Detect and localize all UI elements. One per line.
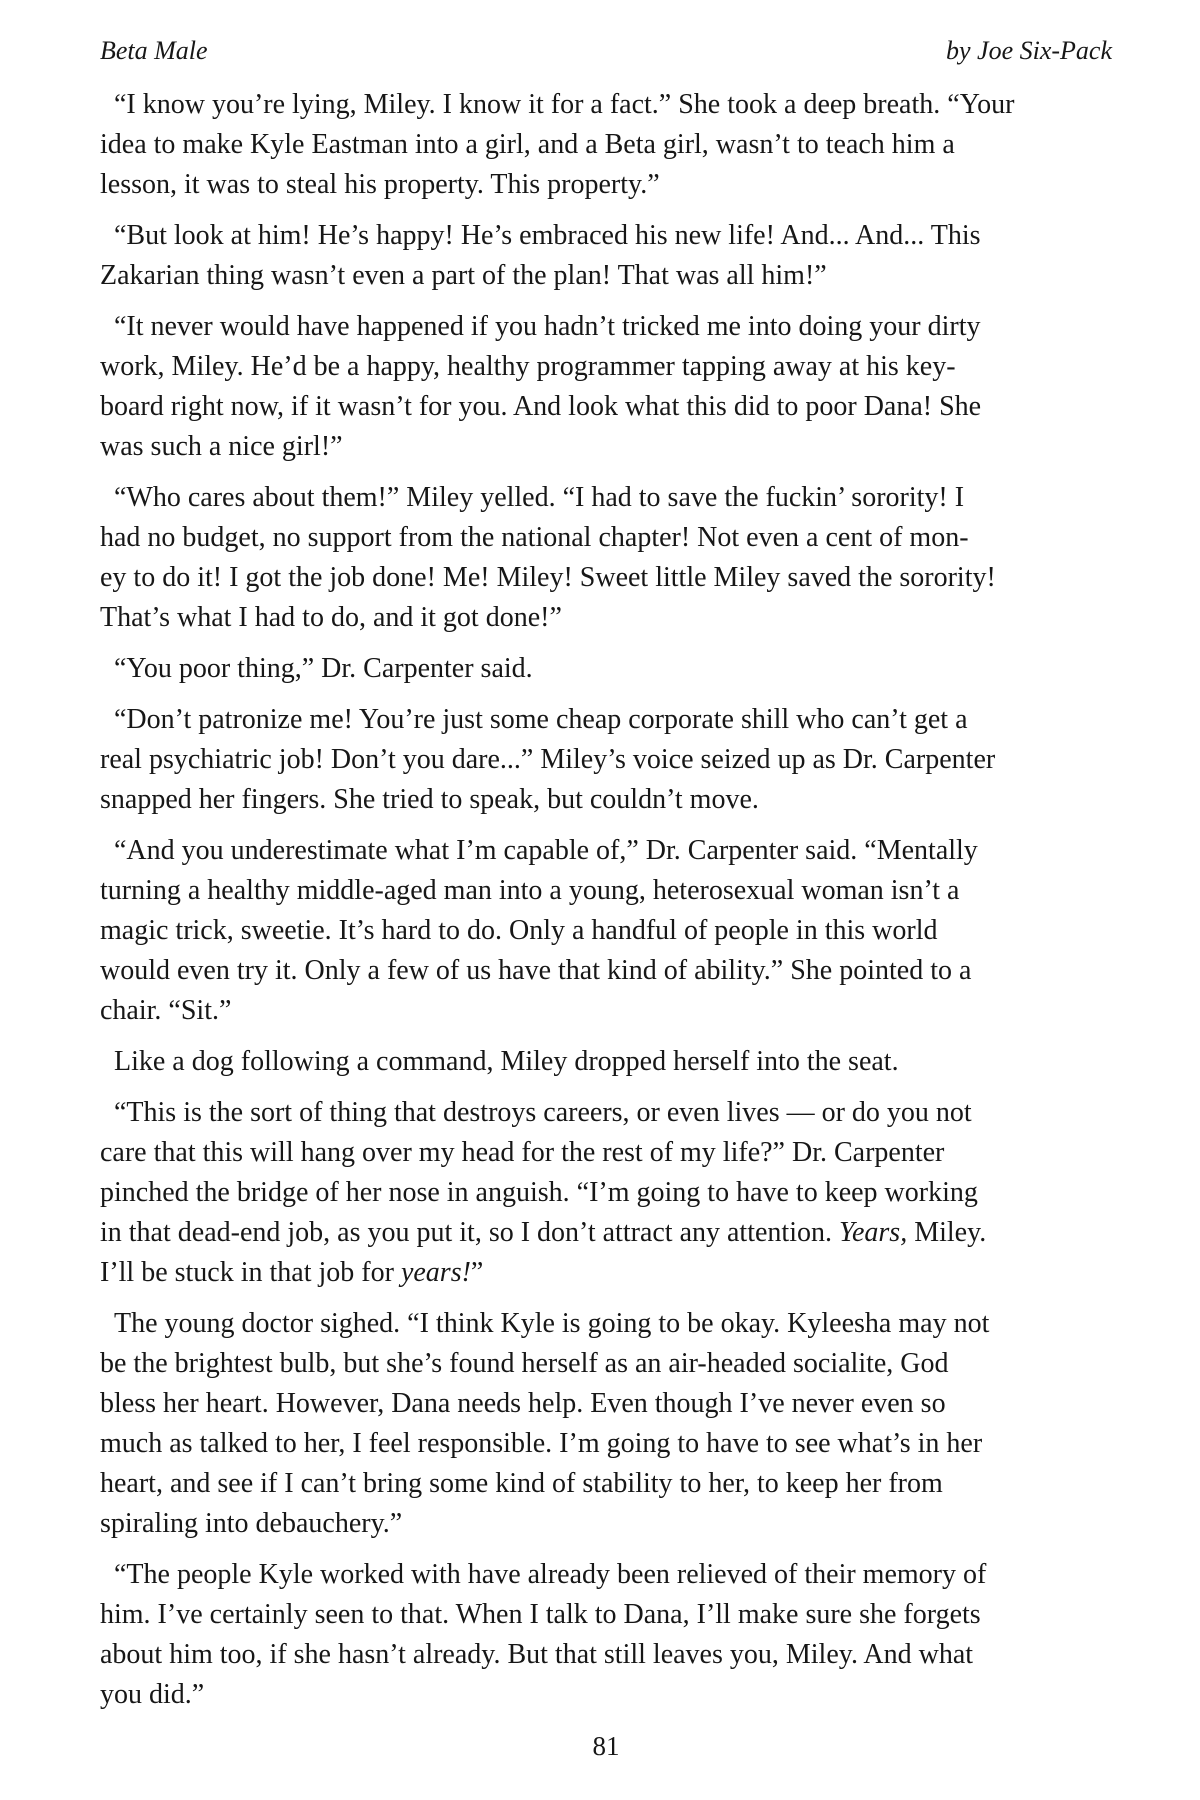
text-line: work, Miley. He’d be a happy, healthy programmer tapping away at his key- <box>100 351 956 382</box>
text-line: be the brightest bulb, but she’s found herself as an air-headed socialite, God <box>100 1348 949 1379</box>
book-author: by Joe Six-Pack <box>945 36 1112 65</box>
paragraph <box>100 1042 1112 1082</box>
text-segment: I’ll be stuck in that job for <box>100 1257 401 1288</box>
paragraph <box>100 831 1112 1031</box>
text-line: ey to do it! I got the job done! Me! Miley! Sweet little Miley saved the sorority! <box>100 562 996 593</box>
paragraph <box>100 1304 1112 1544</box>
text-line: real psychiatric job! Don’t you dare...” Miley’s voice seized up as Dr. Carpenter <box>100 744 996 775</box>
text-line: would even try it. Only a few of us have that kind of ability.” She pointed to a <box>100 955 972 986</box>
text-line: “You poor thing,” Dr. Carpenter said. <box>114 653 533 684</box>
text-line: heart, and see if I can’t bring some kind of stability to her, to keep her from <box>100 1468 943 1499</box>
text-line: about him too, if she hasn’t already. But that still leaves you, Miley. And what <box>100 1639 974 1670</box>
text-line: pinched the bridge of her nose in anguish. “I’m going to have to keep working <box>100 1177 978 1208</box>
page-footer <box>100 1726 1112 1766</box>
text-line: you did.” <box>100 1679 205 1710</box>
text-line: “I know you’re lying, Miley. I know it for a fact.” She took a deep breath. “Your <box>114 89 1015 120</box>
paragraph <box>100 216 1112 296</box>
text-line: care that this will hang over my head for the rest of my life?” Dr. Carpenter <box>100 1137 945 1168</box>
text-line: “The people Kyle worked with have already been relieved of their memory of <box>114 1559 987 1590</box>
text-line: “And you underestimate what I’m capable of,” Dr. Carpenter said. “Mentally <box>114 835 978 866</box>
paragraph <box>100 85 1112 205</box>
text-line: bless her heart. However, Dana needs help. Even though I’ve never even so <box>100 1388 946 1419</box>
text-line: much as talked to her, I feel responsible. I’m going to have to see what’s in her <box>100 1428 983 1459</box>
text-line: Zakarian thing wasn’t even a part of the plan! That was all him!” <box>100 260 827 291</box>
text-line: Like a dog following a command, Miley dropped herself into the seat. <box>114 1046 899 1077</box>
text-line: “Don’t patronize me! You’re just some cheap corporate shill who can’t get a <box>114 704 968 735</box>
text-line: him. I’ve certainly seen to that. When I talk to Dana, I’ll make sure she forgets <box>100 1599 981 1630</box>
text-column <box>100 85 1112 1715</box>
text-line: “This is the sort of thing that destroys careers, or even lives — or do you not <box>114 1097 972 1128</box>
text-line <box>100 1213 1112 1253</box>
text-line: board right now, if it wasn’t for you. And look what this did to poor Dana! She <box>100 391 982 422</box>
text-line: had no budget, no support from the national chapter! Not even a cent of mon- <box>100 522 969 553</box>
text-segment: ” <box>470 1257 484 1288</box>
text-line: That’s what I had to do, and it got done!” <box>100 602 562 633</box>
paragraph <box>100 1093 1112 1293</box>
paragraph <box>100 649 1112 689</box>
text-line: turning a healthy middle-aged man into a young, heterosexual woman isn’t a <box>100 875 960 906</box>
text-line: “Who cares about them!” Miley yelled. “I had to save the fuckin’ sorority! I <box>114 482 965 513</box>
paragraph <box>100 478 1112 638</box>
text-line: lesson, it was to steal his property. This property.” <box>100 169 660 200</box>
paragraph <box>100 307 1112 467</box>
text-line: The young doctor sighed. “I think Kyle is going to be okay. Kyleesha may not <box>114 1308 990 1339</box>
text-segment: in that dead-end job, as you put it, so I don’t attract any attention. <box>100 1217 839 1248</box>
paragraph <box>100 1555 1112 1715</box>
text-line: “But look at him! He’s happy! He’s embraced his new life! And... And... This <box>114 220 981 251</box>
text-line: idea to make Kyle Eastman into a girl, and a Beta girl, wasn’t to teach him a <box>100 129 955 160</box>
text-line: magic trick, sweetie. It’s hard to do. Only a handful of people in this world <box>100 915 938 946</box>
text-segment: Miley. <box>907 1217 987 1248</box>
text-line: snapped her fingers. She tried to speak, but couldn’t move. <box>100 784 759 815</box>
text-line: spiraling into debauchery.” <box>100 1508 403 1539</box>
page-number: 81 <box>592 1731 620 1761</box>
text-line <box>100 1253 1112 1293</box>
italic-text: years! <box>400 1257 471 1288</box>
text-line: chair. “Sit.” <box>100 995 232 1026</box>
book-title: Beta Male <box>100 36 208 65</box>
text-line: “It never would have happened if you hadn’t tricked me into doing your dirty <box>114 311 981 342</box>
page-header <box>100 36 1112 66</box>
italic-text: Years, <box>838 1217 908 1248</box>
text-line: was such a nice girl!” <box>100 431 343 462</box>
paragraph <box>100 700 1112 820</box>
